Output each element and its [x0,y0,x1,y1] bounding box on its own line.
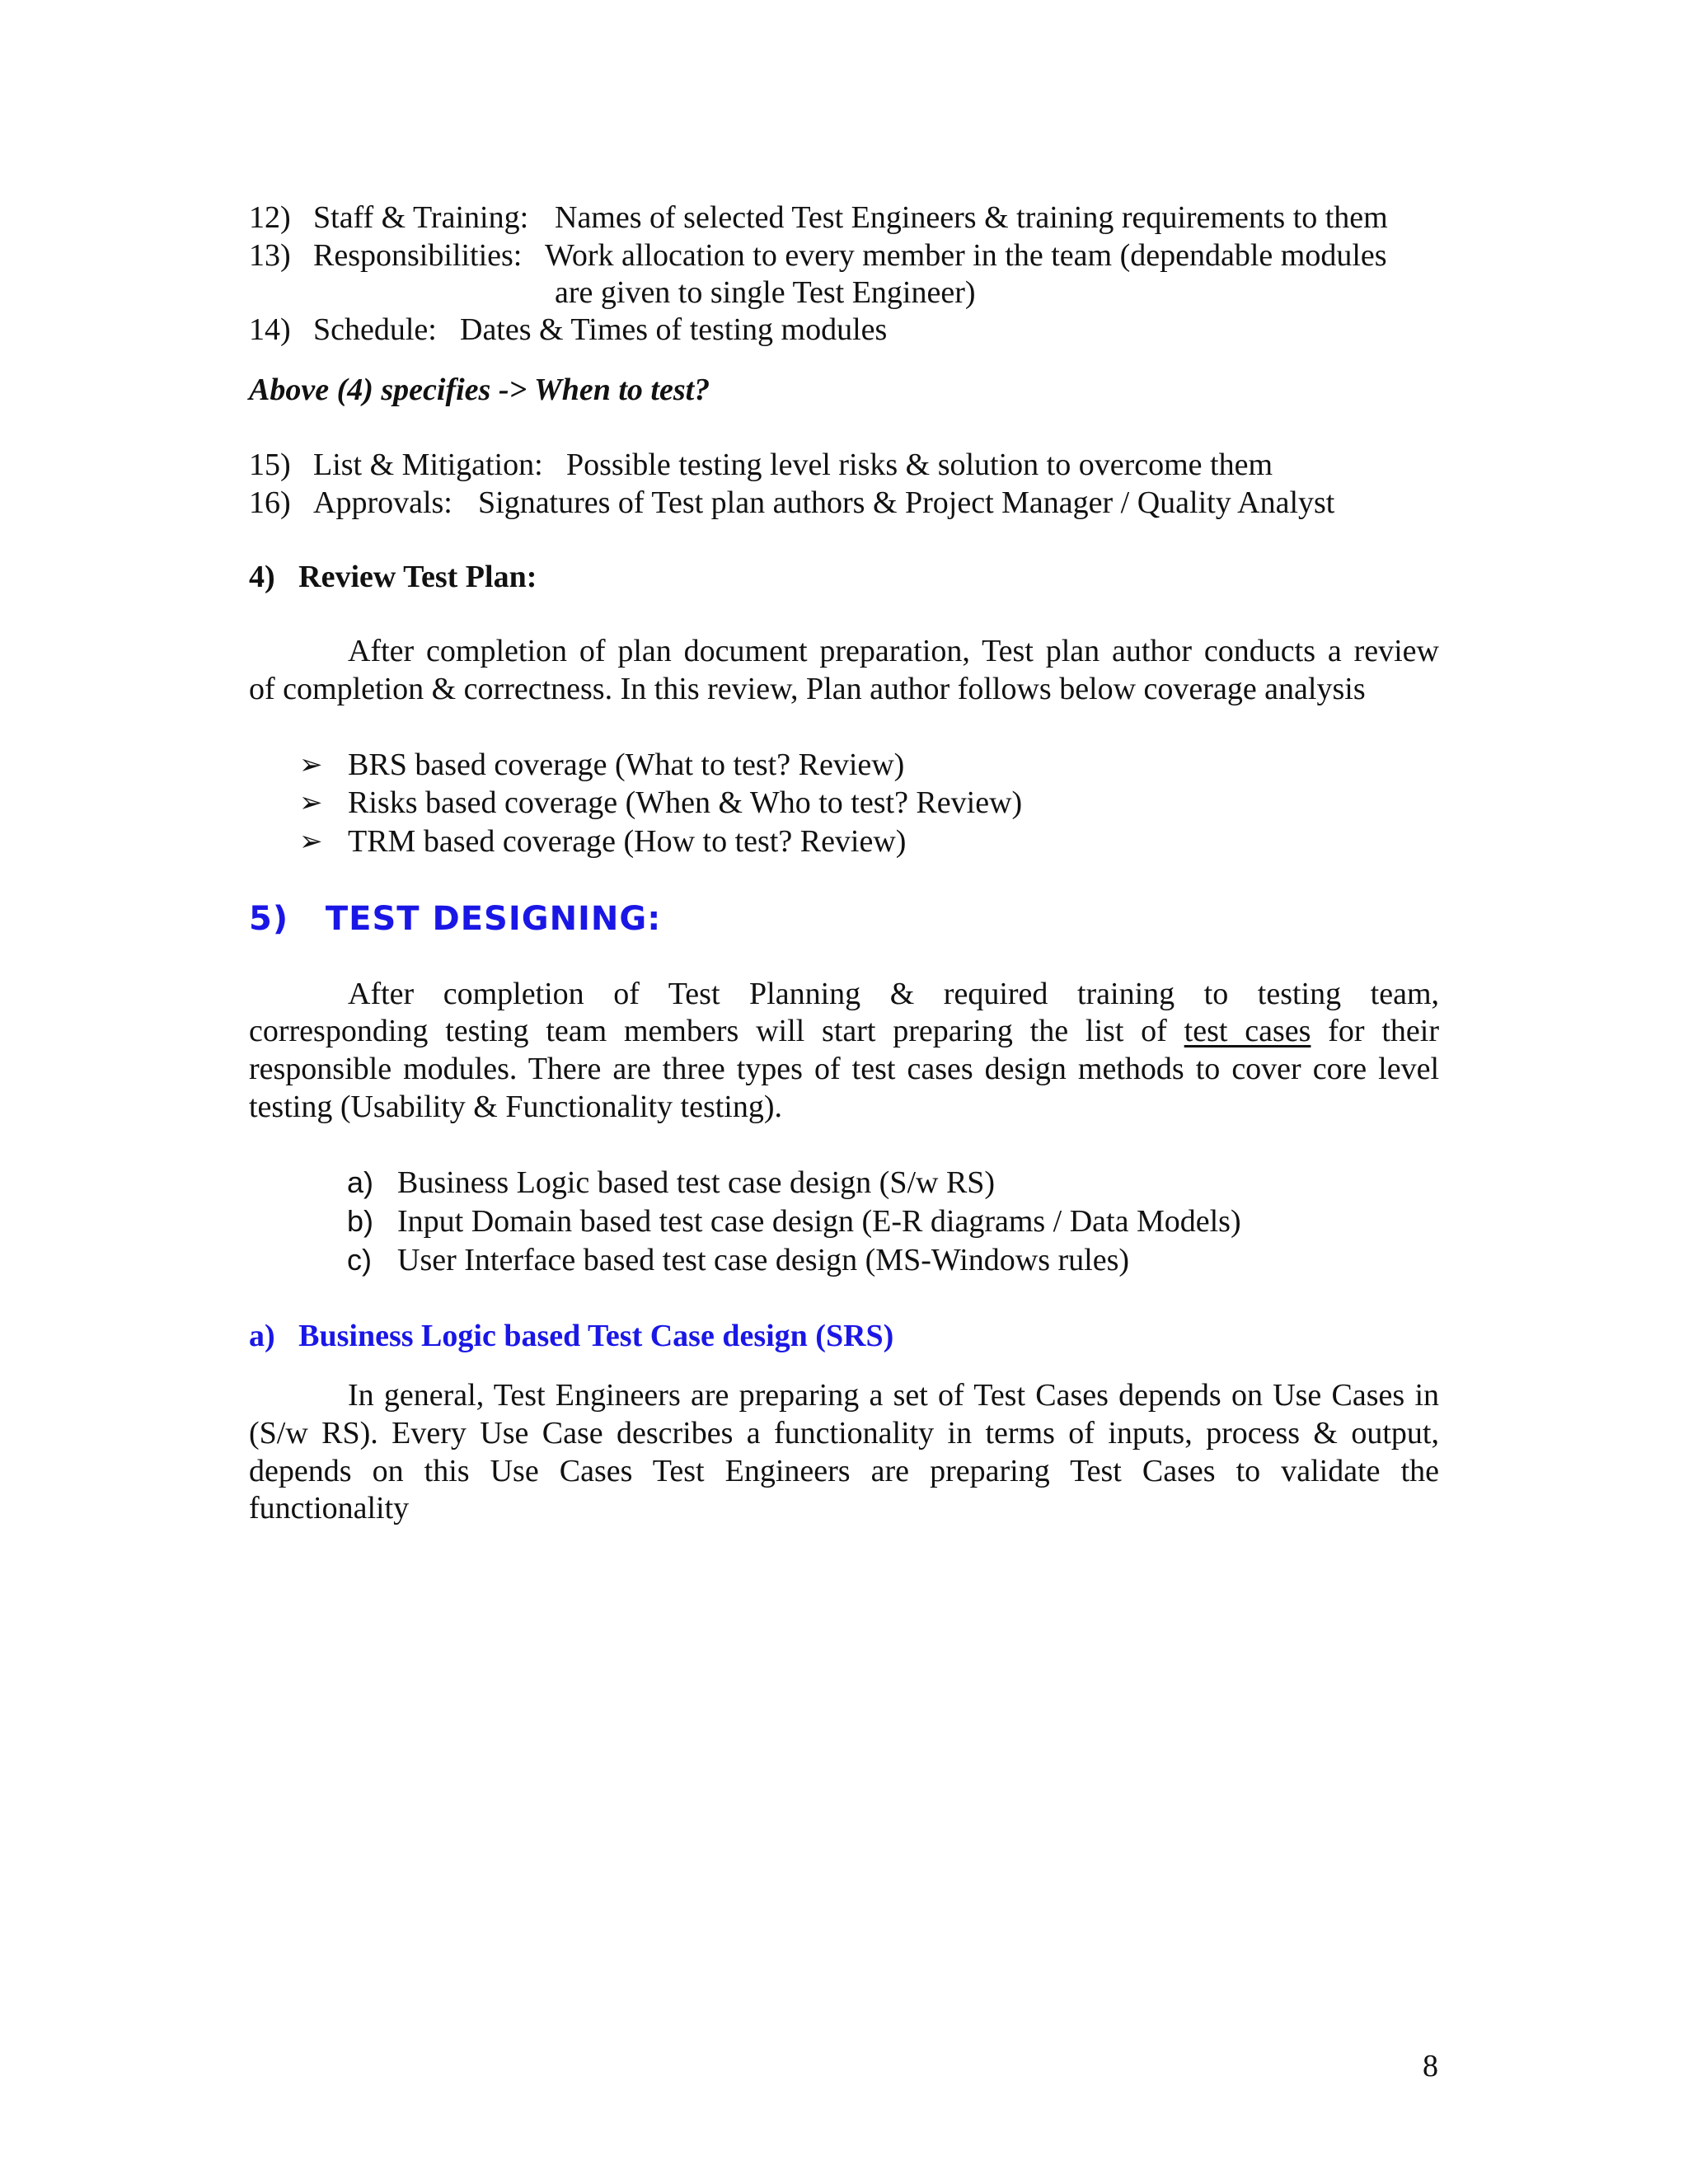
item-14-number: 14) [249,312,291,347]
bl-para-line-3: depends on this Use Cases Test Engineers are preparing Test Cases to validate the [249,1454,1439,1488]
design-para-line-2-start: corresponding testing team members will start preparing the list of [249,1014,1167,1048]
item-16-number: 16) [249,485,291,520]
item-13-label: Responsibilities: [313,238,523,273]
item-12-number: 12) [249,200,291,235]
method-c-text: User Interface based test case design (MS-Windows rules) [397,1243,1130,1277]
item-15-text: Possible testing level risks & solution to overcome them [566,448,1273,482]
design-para-line-2 [249,1012,1439,1050]
method-b-letter: b) [347,1204,374,1238]
arrow-bullet-icon: ➢ [299,825,323,858]
item-13-text: Work allocation to every member in the team (dependable modules [545,238,1387,273]
item-12-label: Staff & Training: [313,200,529,235]
item-13-number: 13) [249,238,291,273]
review-para-line-1: After completion of plan document preparation, Test plan author conducts a review [348,634,1439,668]
item-15-label: List & Mitigation: [313,448,543,482]
method-b-text: Input Domain based test case design (E-R diagrams / Data Models) [397,1204,1241,1239]
design-para-line-1: After completion of Test Planning & required training to testing team, [348,977,1439,1011]
coverage-item-brs: BRS based coverage (What to test? Review) [348,748,905,782]
bl-para-line-4: functionality [249,1491,410,1526]
review-para-line-2: of completion & correctness. In this review, Plan author follows below coverage analysis [249,672,1366,706]
coverage-item-trm: TRM based coverage (How to test? Review) [348,824,907,859]
test-designing-heading: 5) TEST DESIGNING: [249,900,662,938]
item-14-label: Schedule: [313,312,437,347]
arrow-bullet-icon: ➢ [299,786,323,819]
page-number: 8 [1423,2049,1438,2083]
bl-para-line-2: (S/w RS). Every Use Case describes a functionality in terms of inputs, process & output, [249,1416,1439,1451]
business-logic-heading: a) Business Logic based Test Case design (SRS) [249,1319,894,1353]
item-12-text: Names of selected Test Engineers & training requirements to them [555,200,1388,235]
item-13-continuation: are given to single Test Engineer) [555,275,976,310]
item-16-text: Signatures of Test plan authors & Project Manager / Quality Analyst [478,485,1335,520]
review-test-plan-heading: 4) Review Test Plan: [249,560,537,594]
item-16-label: Approvals: [313,485,452,520]
arrow-bullet-icon: ➢ [299,748,323,781]
method-c-letter: c) [347,1243,372,1277]
item-14-text: Dates & Times of testing modules [460,312,888,347]
design-para-line-3: responsible modules. There are three types of test cases design methods to cover core level [249,1052,1439,1086]
design-para-line-4: testing (Usability & Functionality testing). [249,1090,783,1124]
design-para-line-2-end: for their [1328,1014,1439,1048]
method-a-letter: a) [347,1165,374,1199]
when-to-test-note: Above (4) specifies -> When to test? [249,373,710,407]
item-15-number: 15) [249,448,291,482]
test-cases-term: test cases [1184,1014,1311,1048]
coverage-item-risks: Risks based coverage (When & Who to test? Review) [348,785,1023,820]
bl-para-line-1: In general, Test Engineers are preparing a set of Test Cases depends on Use Cases in [348,1378,1439,1413]
method-a-text: Business Logic based test case design (S/w RS) [397,1165,996,1200]
